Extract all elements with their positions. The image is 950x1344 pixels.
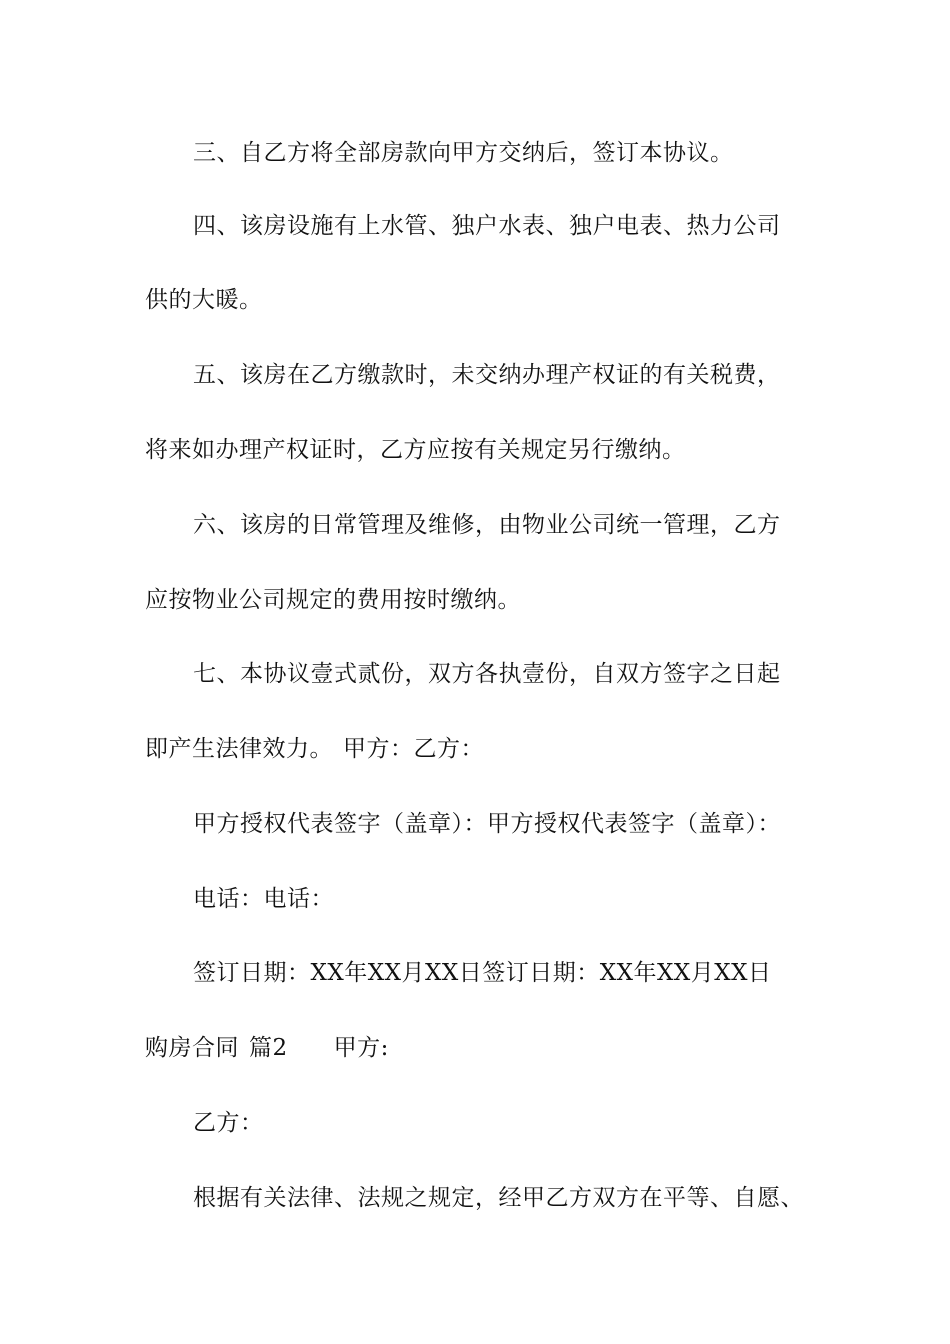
clause-6-continued: 应按物业公司规定的费用按时缴纳。 [145,587,521,613]
contract-heading [145,1033,389,1063]
preamble-line: 根据有关法律、法规之规定，经甲乙方双方在平等、自愿、 [193,1185,804,1211]
signature-line: 甲方授权代表签字（盖章）：甲方授权代表签字（盖章）： [193,811,781,837]
clause-4-continued: 供的大暖。 [145,287,263,313]
clause-7-continued [145,734,484,764]
section-label: 篇2 [249,1035,288,1061]
clause-7: 七、本协议壹式贰份，双方各执壹份，自双方签字之日起 [193,661,781,687]
clause-3: 三、自乙方将全部房款向甲方交纳后，签订本协议。 [193,140,734,166]
sign-date-line: 签订日期：XX年XX月XX日签订日期：XX年XX月XX日 [193,960,772,986]
phone-line: 电话：电话： [193,886,334,912]
clause-5-continued: 将来如办理产权证时，乙方应按有关规定另行缴纳。 [145,437,686,463]
clause-4: 四、该房设施有上水管、独户水表、独户电表、热力公司 [193,213,781,239]
clause-5: 五、该房在乙方缴款时，未交纳办理产权证的有关税费， [193,362,781,388]
clause-6: 六、该房的日常管理及维修，由物业公司统一管理，乙方 [193,512,781,538]
party-b-label: 乙方： [193,1110,264,1136]
party-a-label: 甲方: [333,1035,389,1061]
legal-effect-text: 即产生法律效力。 [145,736,333,762]
party-labels: 甲方：乙方： [343,736,484,762]
contract-title: 购房合同 [145,1035,239,1061]
